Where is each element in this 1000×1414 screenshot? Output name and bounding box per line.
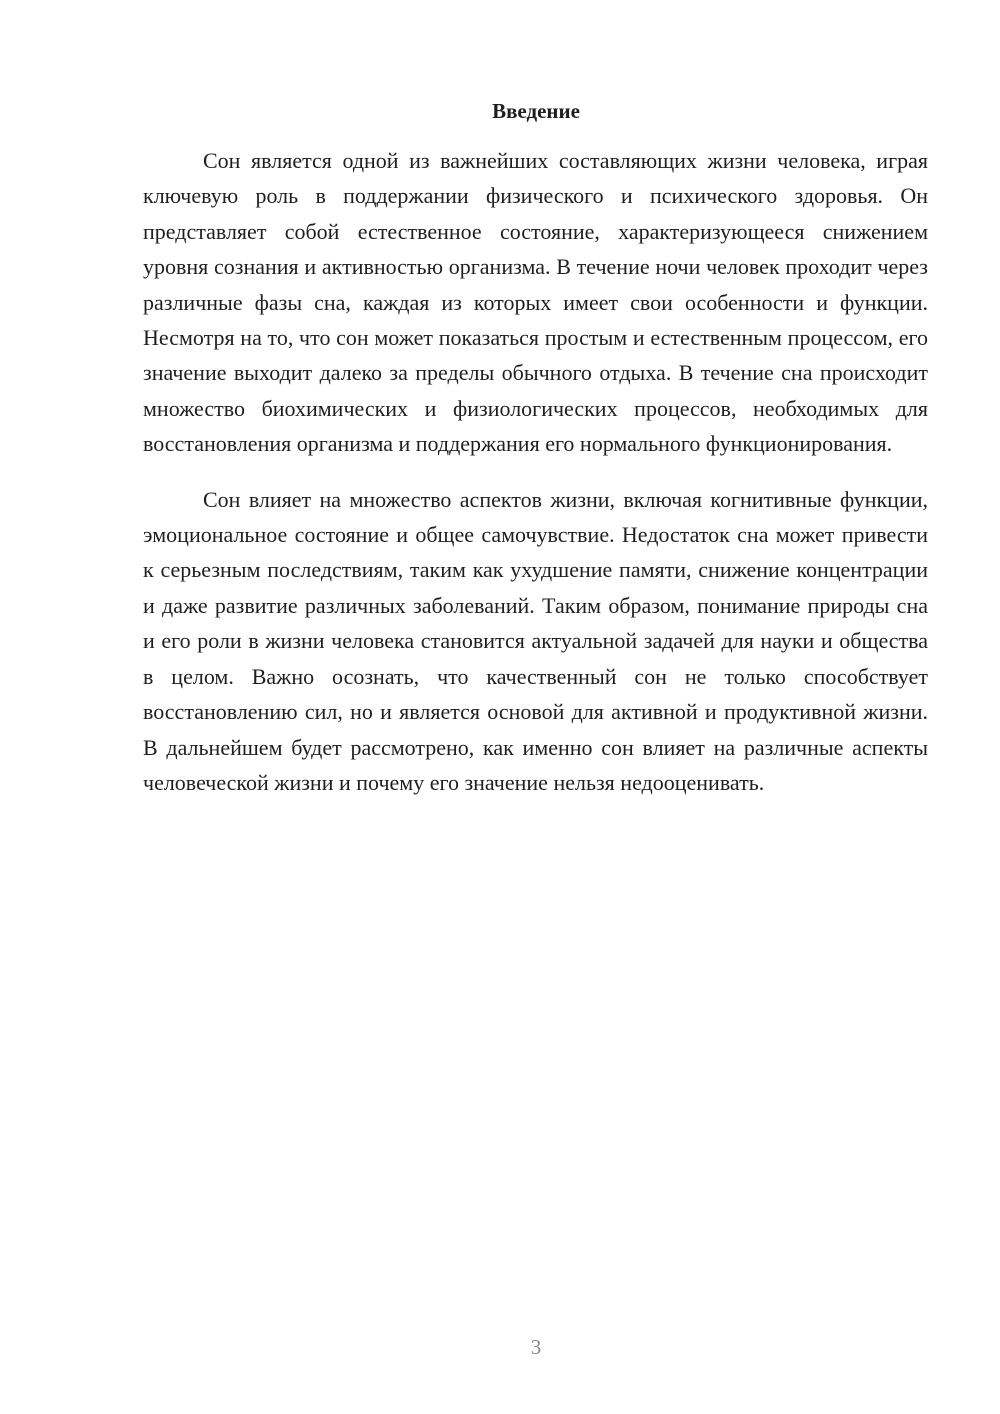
section-heading: Введение bbox=[492, 99, 580, 123]
paragraph-1: Сон является одной из важнейших составляющих жизни человека, играя ключевую роль в поддержании физического и психического здоровья. Он представляет собой естественное состояние, характеризующееся снижением уровня сознания и активностью организма. В течение ночи человек проходит через различные фазы сна, каждая из которых имеет свои особенности и функции. Несмотря на то, что сон может показаться простым и естественным процессом, его значение выходит далеко за пределы обычного отдыха. В течение сна происходит множество биохимических и физиологических процессов, необходимых для восстановления организма и поддержания его нормального функционирования. bbox=[143, 148, 928, 457]
body-text bbox=[143, 143, 928, 800]
paragraph-2: Сон влияет на множество аспектов жизни, включая когнитивные функции, эмоциональное состояние и общее самочувствие. Недостаток сна может привести к серьезным последствиям, таким как ухудшение памяти, снижение концентрации и даже развитие различных заболеваний. Таким образом, понимание природы сна и его роли в жизни человека становится актуальной задачей для науки и общества в целом. Важно осознать, что качественный сон не только способствует восстановлению сил, но и является основой для активной и продуктивной жизни. В дальнейшем будет рассмотрено, как именно сон влияет на различные аспекты человеческой жизни и почему его значение нельзя недооценивать. bbox=[143, 486, 928, 795]
page-number: 3 bbox=[530, 1335, 542, 1359]
